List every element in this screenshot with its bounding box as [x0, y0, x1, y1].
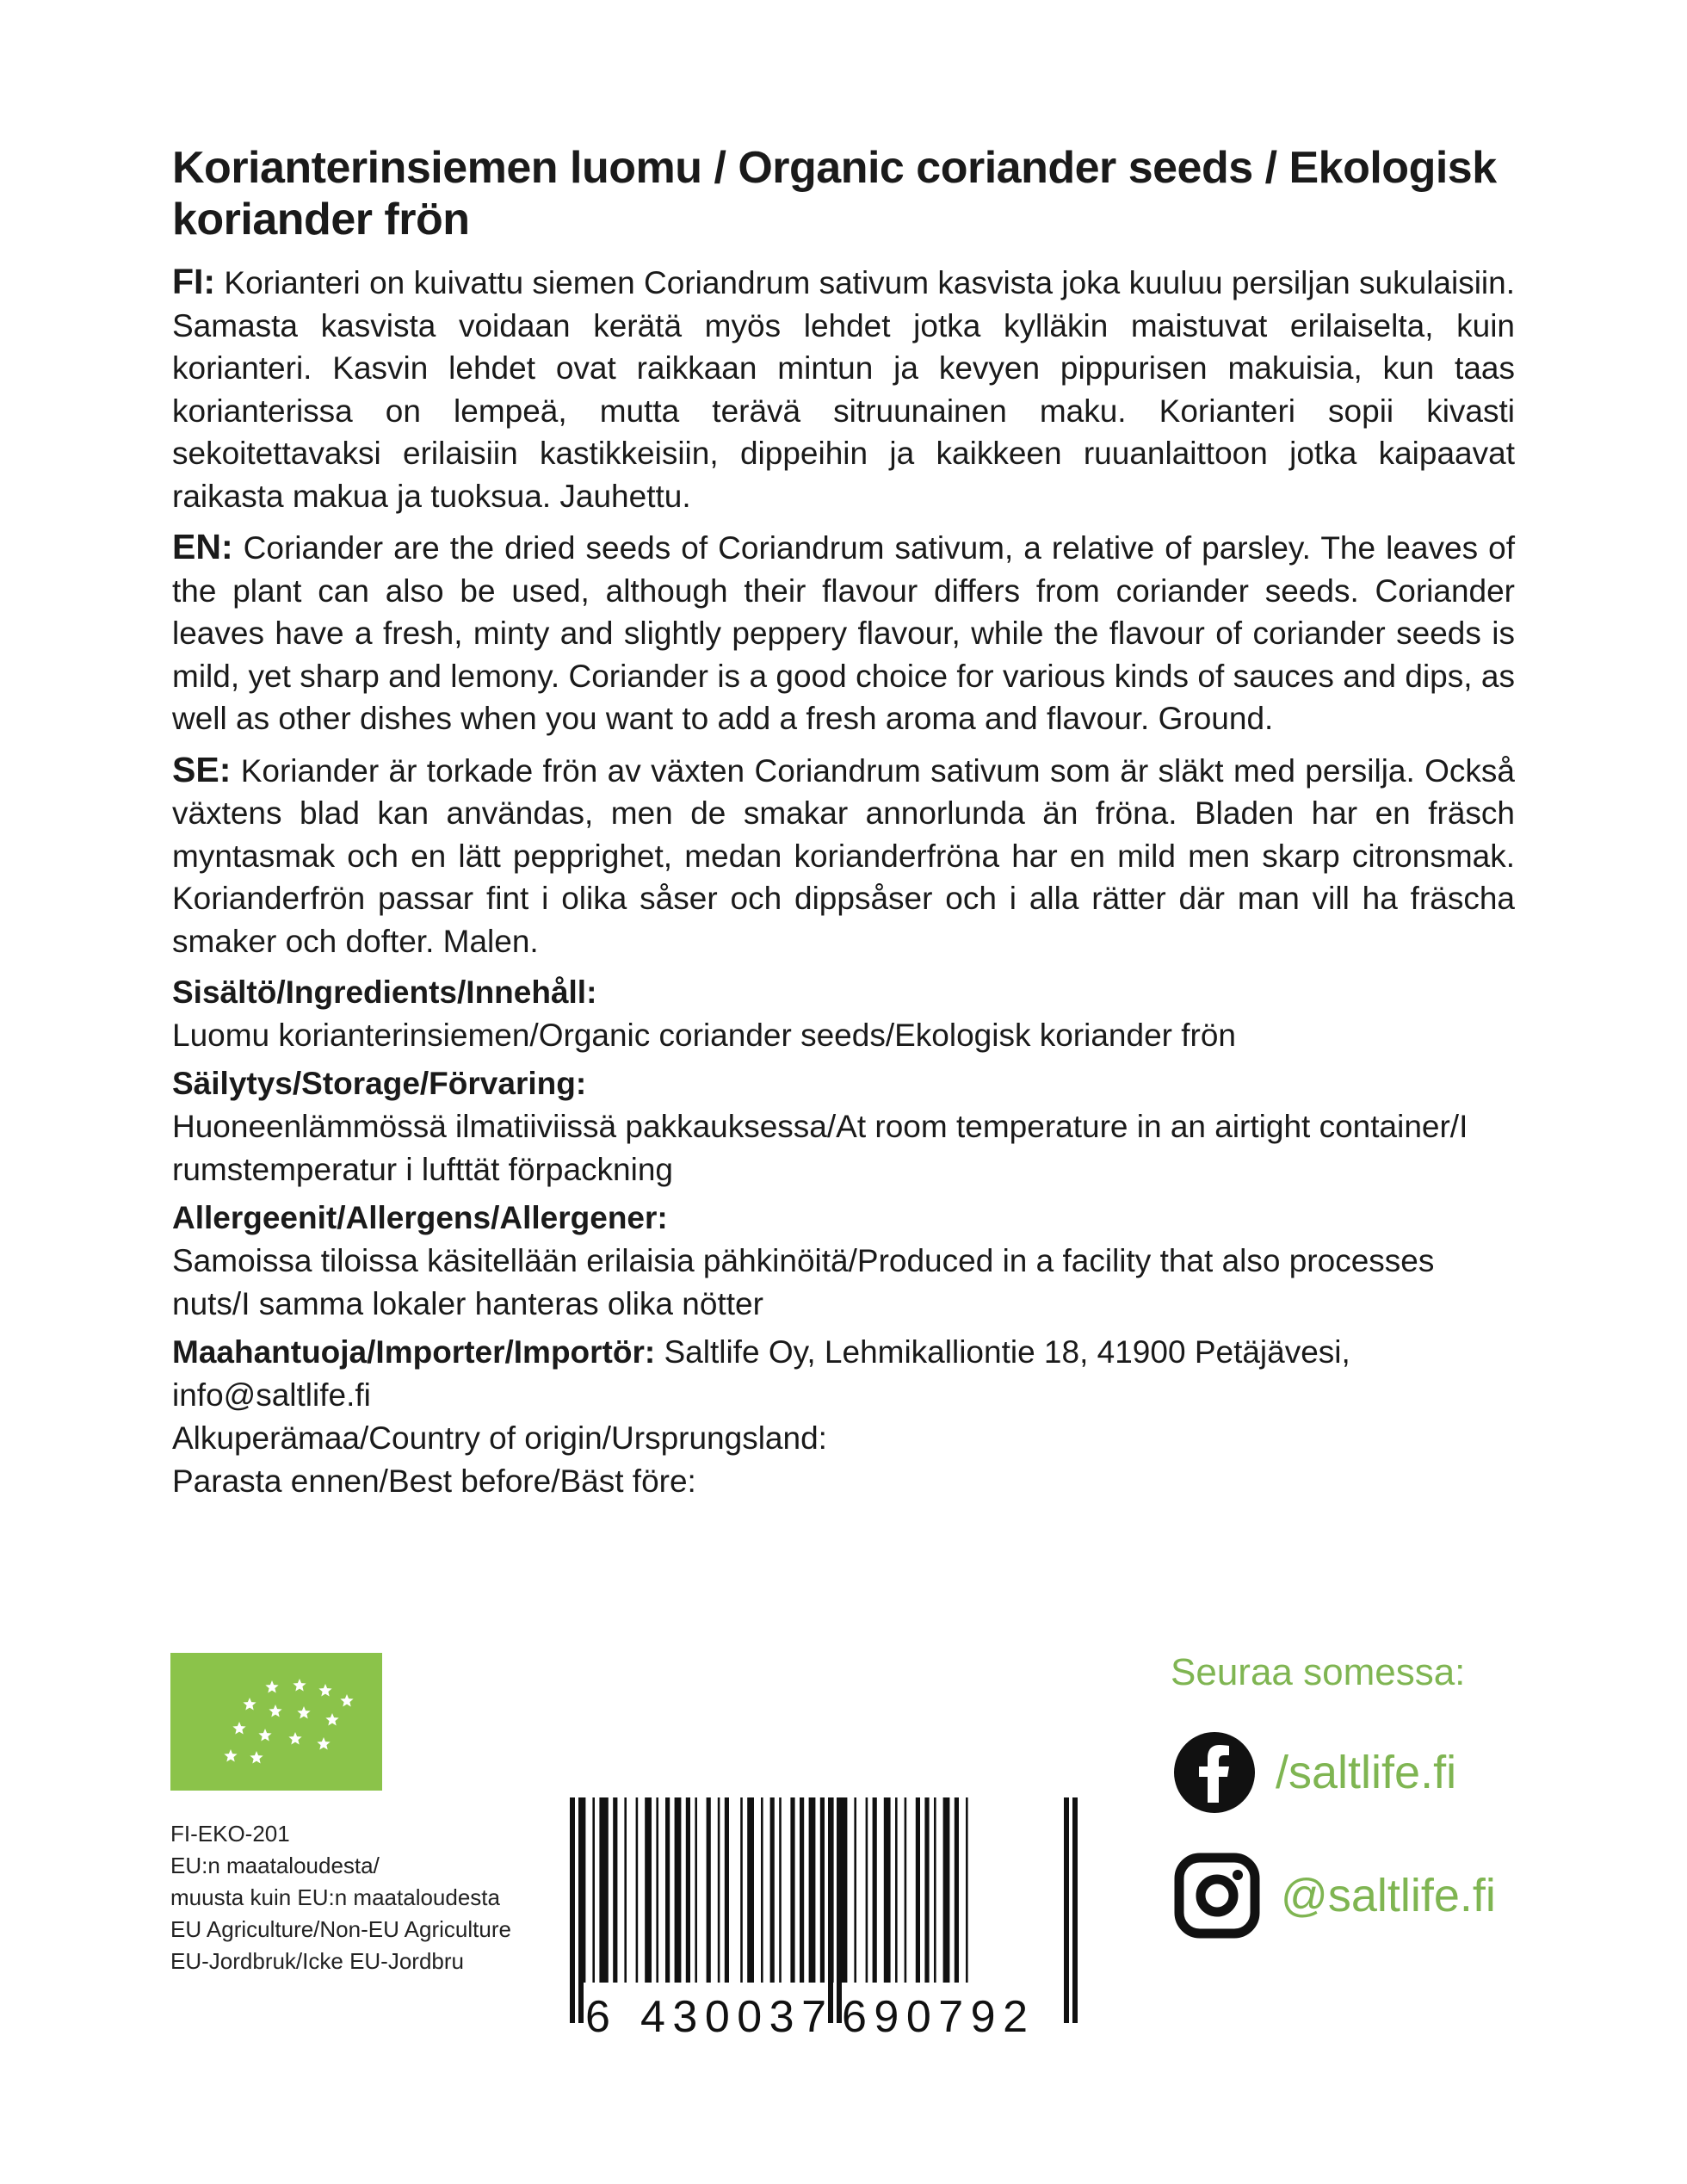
barcode-bar: [820, 1797, 825, 1983]
country-of-origin: Alkuperämaa/Country of origin/Ursprungsland:: [172, 1420, 827, 1456]
eu-code-line: EU:n maataloudesta/: [170, 1853, 380, 1878]
barcode-bar: [725, 1797, 729, 1983]
description-en: [172, 526, 1515, 740]
eu-code-line: EU-Jordbruk/Icke EU-Jordbru: [170, 1948, 464, 1974]
barcode-bar: [895, 1797, 898, 1983]
eu-star-icon: [340, 1694, 353, 1707]
barcode-bar: [624, 1797, 627, 1983]
barcode-bar: [779, 1797, 782, 1983]
barcode-bar: [613, 1797, 617, 1983]
description-text-fi: Korianteri on kuivattu siemen Coriandrum sativum kasvista joka kuuluu persiljan sukulaisiin. Samasta kasvista voidaan kerätä myös lehdet jotka kylläkin maistuvat erilaiselta, kuin korianteri. Kasvin lehdet ovat raikkaan mintun ja kevyen pippurisen makuisia, kun taas korianterissa on lempeä, mutta terävä sitruunainen maku. Korianteri sopii kivasti sekoitettavaksi erilaisiin kastikkeisiin, dippeihin ja kaikkeen ruuanlaittoon jotka kaipaavat raikasta makua ja tuoksua. Jauhettu.: [172, 265, 1516, 514]
eu-organic-logo: [170, 1653, 382, 1791]
facebook-handle: /saltlife.fi: [1276, 1747, 1457, 1798]
barcode-bar: [770, 1797, 775, 1983]
barcode-bar: [656, 1797, 658, 1983]
barcode-bar: [854, 1797, 856, 1983]
barcode-bar: [718, 1797, 720, 1983]
eu-star-icon: [250, 1751, 263, 1764]
eu-star-icon: [293, 1679, 306, 1692]
barcode-digits-left: 430037: [640, 1992, 826, 2039]
eu-star-icon: [265, 1680, 278, 1693]
eu-organic-leaf-icon: [170, 1653, 382, 1791]
description-fi: [172, 261, 1515, 517]
lang-code-fi: FI:: [172, 262, 216, 301]
barcode-bar: [665, 1797, 670, 1983]
importer-info: [172, 1331, 1515, 1417]
barcode-bar: [636, 1797, 639, 1983]
barcode-digit-prefix: 6: [585, 1992, 610, 2039]
barcode-bar: [686, 1797, 690, 1983]
storage-text: Huoneenlämmössä ilmatiiviissä pakkauksessa/At room temperature in an airtight container/I rumstemperatur i lufttät förpackning: [172, 1109, 1468, 1187]
barcode-guard-bar: [570, 1797, 575, 2023]
barcode-bar: [800, 1797, 804, 1983]
barcode-bar: [790, 1797, 794, 1983]
facebook-icon: [1172, 1730, 1257, 1815]
ingredients-text: Luomu korianterinsiemen/Organic coriander seeds/Ekologisk koriander frön: [172, 1018, 1237, 1053]
eu-star-icon: [297, 1706, 310, 1719]
barcode-bar: [916, 1797, 920, 1983]
barcode: [570, 1797, 1078, 2039]
barcode-bar: [592, 1797, 595, 1983]
product-label: [172, 142, 1515, 1503]
eu-star-icon: [269, 1705, 281, 1717]
barcode-bar: [599, 1797, 608, 1983]
social-title: Seuraa somessa:: [1171, 1651, 1466, 1693]
barcode-bar: [955, 1797, 959, 1983]
barcode-bar: [943, 1797, 950, 1983]
eu-star-icon: [318, 1684, 331, 1697]
eu-code-line: FI-EKO-201: [170, 1821, 290, 1847]
barcode-bar: [740, 1797, 743, 1983]
instagram-link[interactable]: [1172, 1851, 1496, 1940]
facebook-link[interactable]: [1172, 1730, 1456, 1815]
eu-code-line: muusta kuin EU:n maataloudesta: [170, 1884, 500, 1910]
barcode-guard-bar: [837, 1797, 842, 2023]
barcode-bar: [966, 1797, 968, 1983]
best-before: Parasta ennen/Best before/Bäst före:: [172, 1463, 696, 1499]
storage-heading: Säilytys/Storage/Förvaring:: [172, 1066, 587, 1101]
barcode-guard-bar: [1072, 1797, 1078, 2023]
instagram-icon: [1172, 1851, 1262, 1940]
barcode-guard-bar: [828, 1797, 833, 2023]
barcode-bar: [905, 1797, 907, 1983]
product-title: Korianterinsiemen luomu / Organic coriander seeds / Ekologisk koriander frön: [172, 143, 1497, 244]
instagram-handle: @saltlife.fi: [1281, 1870, 1496, 1921]
barcode-bar: [809, 1797, 816, 1983]
barcode-bar: [924, 1797, 929, 1983]
allergens-heading: Allergeenit/Allergens/Allergener:: [172, 1200, 668, 1235]
barcode-bar: [873, 1797, 877, 1983]
eu-star-icon: [325, 1713, 338, 1726]
description-se: [172, 749, 1515, 963]
barcode-bar: [884, 1797, 891, 1983]
barcode-bar: [707, 1797, 711, 1983]
ingredients-heading: Sisältö/Ingredients/Innehåll:: [172, 974, 597, 1010]
lang-code-en: EN:: [172, 527, 233, 566]
barcode-bar: [645, 1797, 652, 1983]
description-text-en: Coriander are the dried seeds of Coriandrum sativum, a relative of parsley. The leaves of the plant can also be used, although their flavour differs from coriander seeds. Coriander leaves have a fresh, minty and slightly peppery flavour, while the flavour of coriander seeds is mild, yet sharp and lemony. Coriander is a good choice for various kinds of sauces and dips, as well as other dishes when you want to add a fresh aroma and flavour. Ground.: [172, 530, 1515, 736]
eu-star-icon: [258, 1729, 271, 1742]
lang-code-se: SE:: [172, 749, 232, 789]
importer-label: Maahantuoja/Importer/Importör:: [172, 1334, 656, 1370]
barcode-guard-bar: [1064, 1797, 1069, 2023]
barcode-bar: [761, 1797, 763, 1983]
allergens-text: Samoissa tiloissa käsitellään erilaisia pähkinöitä/Produced in a facility that also processes nuts/I samma lokaler hanteras olika nötter: [172, 1243, 1435, 1321]
eu-star-icon: [288, 1732, 301, 1745]
barcode-guard-bar: [578, 1797, 584, 2023]
barcode-bar: [675, 1797, 682, 1983]
barcode-digits-right: 690792: [842, 1992, 1028, 2039]
barcode-bar: [866, 1797, 868, 1983]
eu-star-icon: [224, 1749, 237, 1762]
barcode-bar: [695, 1797, 697, 1983]
eu-organic-code-block: [170, 1818, 618, 1977]
description-text-se: Koriander är torkade frön av växten Coriandrum sativum som är släkt med persilja. Också växtens blad kan användas, men de smakar annorlunda än fröna. Bladen har en fräsch myntasmak och en lätt pepprighet, medan korianderfröna har en mild men skarp citronsmak. Korianderfrön passar fint i olika såser och dippsåser och i alla rätter där man vill ha fräscha smaker och dofter. Malen.: [172, 752, 1516, 959]
barcode-bar: [747, 1797, 754, 1983]
eu-star-icon: [243, 1698, 256, 1711]
eu-code-line: EU Agriculture/Non-EU Agriculture: [170, 1916, 511, 1942]
importer-text: Saltlife Oy, Lehmikalliontie 18, 41900 Petäjävesi, info@saltlife.fi: [172, 1334, 1350, 1413]
eu-star-icon: [317, 1737, 330, 1750]
barcode-bar: [934, 1797, 936, 1983]
eu-star-icon: [232, 1722, 245, 1735]
